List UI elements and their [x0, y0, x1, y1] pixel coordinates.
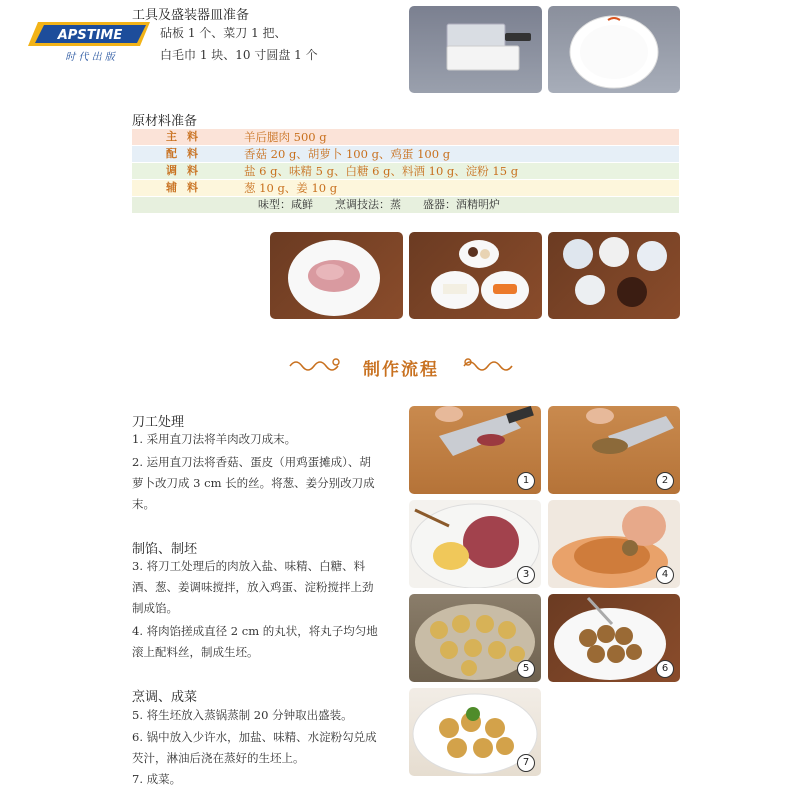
logo-text: APSTIME [57, 28, 123, 43]
tools-title: 工具及盛装器皿准备 [132, 8, 250, 23]
section-heading-filling: 制馅、制坯 [132, 542, 198, 557]
publisher-logo [28, 20, 152, 66]
step-4: 4. 将肉馅搓成直径 2 cm 的丸状，将丸子均匀地滚上配料丝，制成生坯。 [132, 624, 378, 659]
step-photo-3 [409, 500, 541, 588]
ingredient-value: 香菇 20 g、胡萝卜 100 g、鸡蛋 100 g [244, 147, 451, 161]
section-heading-knife: 刀工处理 [132, 415, 185, 430]
tools-line-2: 白毛巾 1 块、10 寸圆盘 1 个 [160, 48, 318, 62]
step-photo-2 [548, 406, 680, 494]
step-6: 6. 锅中放入少许水，加盐、味精、水淀粉勾兑成芡汁，淋油后浇在蒸好的生坯上。 [132, 730, 377, 765]
ingredient-label: 调料 [166, 164, 208, 177]
step-number-badge: 7 [517, 754, 535, 772]
ingredient-label: 配料 [166, 147, 208, 160]
section-heading-cooking: 烹调、成菜 [132, 690, 198, 705]
step-number-badge: 4 [656, 566, 674, 584]
step-photo-4 [548, 500, 680, 588]
ingredient-row-seasoning [132, 163, 679, 179]
cloud-ornament-left-icon [288, 356, 344, 372]
step-number-badge: 1 [517, 472, 535, 490]
step-number-badge: 6 [656, 660, 674, 678]
step-number-badge: 5 [517, 660, 535, 678]
photo-side-ingredients [409, 232, 542, 319]
ingredients-title: 原材料准备 [132, 114, 198, 129]
ingredient-value: 葱 10 g、姜 10 g [244, 181, 338, 195]
tools-line-1: 砧板 1 个、菜刀 1 把、 [160, 26, 287, 40]
step-1: 1. 采用直刀法将羊肉改刀成末。 [132, 432, 297, 446]
step-5: 5. 将生坯放入蒸锅蒸制 20 分钟取出盛装。 [132, 708, 353, 722]
step-7: 7. 成菜。 [132, 772, 182, 786]
photo-plate [548, 6, 680, 93]
flavor-row [132, 197, 679, 213]
photo-knife-board [409, 6, 542, 93]
ingredient-row-aux [132, 180, 679, 196]
step-photo-5 [409, 594, 541, 682]
ingredient-value: 盐 6 g、味精 5 g、白糖 6 g、料酒 10 g、淀粉 15 g [244, 164, 519, 178]
photo-mutton [270, 232, 403, 319]
ingredient-label: 主料 [166, 130, 208, 143]
ingredient-row-main [132, 129, 679, 145]
ingredient-label: 辅料 [166, 181, 208, 194]
step-photo-7 [409, 688, 541, 776]
process-banner-title: 制作流程 [363, 360, 439, 380]
step-number-badge: 3 [517, 566, 535, 584]
logo-subtext: 时 代 出 版 [65, 52, 115, 63]
photo-seasonings [548, 232, 680, 319]
step-number-badge: 2 [656, 472, 674, 490]
step-photo-1 [409, 406, 541, 494]
step-2: 2. 运用直刀法将香菇、蛋皮（用鸡蛋摊成）、胡萝卜改刀成 3 cm 长的丝。将葱、姜分别改刀成末。 [132, 455, 375, 511]
ingredient-row-side [132, 146, 679, 162]
flavor-text: 味型：咸鲜 烹调技法：蒸 盛器：酒精明炉 [258, 198, 500, 211]
knife-icon [409, 6, 542, 93]
step-photo-6 [548, 594, 680, 682]
plate-icon [548, 6, 680, 93]
ingredient-value: 羊后腿肉 500 g [244, 130, 327, 144]
step-3: 3. 将刀工处理后的肉放入盐、味精、白糖、料酒、葱、姜调味搅拌，放入鸡蛋、淀粉搅拌上劲制成馅。 [132, 559, 374, 615]
cloud-ornament-right-icon [460, 356, 516, 372]
